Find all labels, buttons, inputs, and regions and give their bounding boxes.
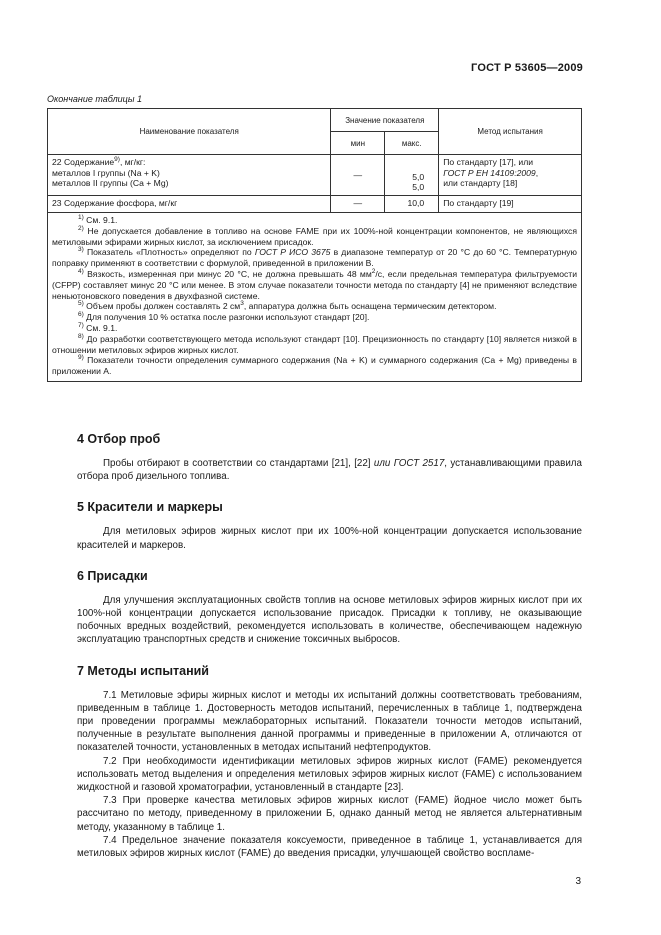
footnote-mark: 6) [78, 311, 84, 319]
row-22-method-link: ГОСТ Р ЕН 14109:2009 [443, 167, 536, 178]
footnote [52, 323, 577, 334]
table-header-row [48, 109, 582, 132]
footnote-text: Показатель «Плотность» определяют по [86, 247, 255, 258]
footnote-text: См. 9.1. [86, 322, 118, 333]
footnote [52, 247, 577, 269]
unit-exponent: 2 [371, 268, 376, 276]
section-7-1: 7.1 Метиловые эфиры жирных кислот и методы их испытаний должны соответствовать требованиям, приведенным в таблице 1. Достоверность методов испытаний, перечисленных в таблице 1, подтверждена при проведении программы межлабораторных испытаний. Показатели точности методов испытаний, полученные в результате выполнения данной программы и приведенные в приложении А, отличаются от показателей точности, установленных в методах испытаний нефтепродуктов. [77, 689, 582, 754]
row-22-unit: , мг/кг: [119, 157, 146, 167]
footnote-text: См. 9.1. [86, 215, 118, 225]
main-content [77, 432, 582, 877]
col-header-method: Метод испытания [439, 109, 582, 155]
footnote-standard-ref: ГОСТ Р ИСО 3675 [254, 247, 331, 258]
footnote-mark: 5) [78, 300, 84, 308]
row-22-method-d: или стандарту [18] [443, 178, 518, 189]
section-7 [77, 664, 582, 861]
footnote [52, 301, 577, 312]
footnote-text: , аппаратура должна быть оснащена термическим детектором. [243, 301, 497, 312]
footnote [52, 226, 577, 248]
table-footnotes [47, 213, 582, 382]
footnote-mark: 8) [78, 332, 84, 340]
row-22-max1: 5,0 [412, 171, 425, 182]
col-header-name: Наименование показателя [48, 109, 331, 155]
col-header-max: макс. [385, 132, 439, 155]
row-22-method-a: По стандарту [17], или [443, 157, 534, 167]
footnote-mark: 3) [78, 246, 84, 254]
unit-exponent: 3 [240, 300, 244, 308]
footnote-mark: 4) [78, 268, 84, 276]
table-caption: Окончание таблицы 1 [47, 94, 142, 104]
footnote-text: Не допускается добавление в топливо на основе FAME при их 100%-ной концентрации компонентов, не являющихся метиловыми эфирами жирных кислот, за исключением присадок. [52, 225, 578, 247]
footnote-text: /с, если предельная температура фильтруемости (CFPP) составляет минус 20 °С или менее. В этом случае показатели точности метода по стандарту [4] не применяют вследствие неньютоновского поведения в двухфазной системе. [52, 268, 578, 301]
footnote [52, 269, 577, 301]
section-7-3: 7.3 При проверке качества метиловых эфиров жирных кислот (FAME) йодное число может быть рассчитано по методу, приведенному в приложении Б, однако данный метод не является альтернативным методу, указанному в таблице 1. [77, 795, 582, 833]
footnote-mark: 9) [78, 354, 84, 362]
row-22-method [439, 155, 582, 196]
col-header-min: мин [331, 132, 385, 155]
row-22-method-comma: , [535, 167, 539, 178]
row-23-method: По стандарту [19] [439, 196, 582, 213]
section-6-text: Для улучшения эксплуатационных свойств топлив на основе метиловых эфиров жирных кислот при их 100%-ной концентрации допускается использование присадок. Присадки к топливу, не оказывающие побочных вредных воздействий, рекомендуется использовать в количестве, обеспечивающем надежную эксплуатацию транспортных средств и снижение токсичных выбросов. [77, 594, 582, 646]
footnote-text: До разработки соответствующего метода используют стандарт [10]. Прецизионность по стандарту [10] является низкой в отношении метиловых эфиров жирных кислот. [52, 333, 577, 355]
footnote [52, 215, 577, 226]
footnote-mark: 2) [78, 224, 84, 232]
table-row [48, 196, 582, 213]
footnote-mark: 7) [78, 322, 84, 330]
section-7-4: 7.4 Предельное значение показателя коксуемости, приведенное в таблице 1, устанавливается для метиловых эфиров жирных кислот (FAME) до введения присадки, улучшающей свойство воспламе- [77, 834, 582, 860]
section-4-text [77, 457, 582, 483]
footnote-text: в диапазоне температур от 20 °С до 60 °С. Температурную поправку применяют в соответствии с формулой, приведенной в приложении В. [52, 247, 577, 269]
section-6-title: 6 Присадки [77, 568, 148, 583]
footnote-text: Для получения 10 % остатка после разгонки используют стандарт [20]. [86, 312, 370, 323]
footnote-mark: 1) [78, 214, 84, 222]
row-22-sub1: металлов I группы (Na + K) [52, 167, 160, 178]
footnote-text: Объем пробы должен составлять 2 см [86, 301, 241, 312]
section-5-text: Для метиловых эфиров жирных кислот при их 100%-ной концентрации допускается использование красителей и маркеров. [77, 526, 582, 551]
row-22-max2: 5,0 [412, 182, 425, 193]
section-5 [77, 500, 582, 551]
row-22-title: 22 Содержание [52, 157, 115, 167]
paragraph-text: , устанавливающими правила отбора проб дизельного топлива. [77, 458, 582, 483]
row-22-sub2: металлов II группы (Ca + Mg) [52, 178, 169, 189]
spec-table [47, 108, 582, 213]
row-23-min: — [331, 196, 385, 213]
footnote-text: Вязкость, измеренная при минус 20 °С, не должна превышать 48 мм [87, 268, 372, 279]
row-23-max: 10,0 [385, 196, 439, 213]
section-7-title: 7 Методы испытаний [77, 663, 209, 678]
row-22-max [385, 155, 439, 196]
section-5-title: 5 Красители и маркеры [77, 500, 223, 515]
footnote [52, 355, 577, 377]
section-4 [77, 432, 582, 483]
paragraph-text: Пробы отбирают в соответствии со стандартами [21], [22] [103, 458, 374, 469]
page-number: 3 [575, 876, 581, 887]
footnote [52, 312, 577, 323]
row-22-min: — [331, 155, 385, 196]
row-22-name [48, 155, 331, 196]
footnote [52, 334, 577, 356]
row-22-footnote-mark: 9) [114, 156, 120, 164]
section-7-2: 7.2 При необходимости идентификации метиловых эфиров жирных кислот (FAME) рекомендуется использовать метод выделения и определения метиловых эфиров жирных кислот (FAME) с использованием жидкостной и газовой хроматографии, установленный в стандарте [23]. [77, 755, 582, 794]
footnote-text: Показатели точности определения суммарного содержания (Na + K) и суммарного содержания (Ca + Mg) приведены в приложении А. [52, 355, 578, 377]
section-4-title: 4 Отбор проб [77, 432, 161, 446]
section-6 [77, 569, 582, 647]
row-23-name: 23 Содержание фосфора, мг/кг [48, 196, 331, 213]
col-header-value: Значение показателя [331, 109, 439, 132]
document-code: ГОСТ Р 53605—2009 [471, 62, 583, 74]
table-row [48, 155, 582, 196]
standard-ref: или ГОСТ 2517 [373, 458, 445, 469]
